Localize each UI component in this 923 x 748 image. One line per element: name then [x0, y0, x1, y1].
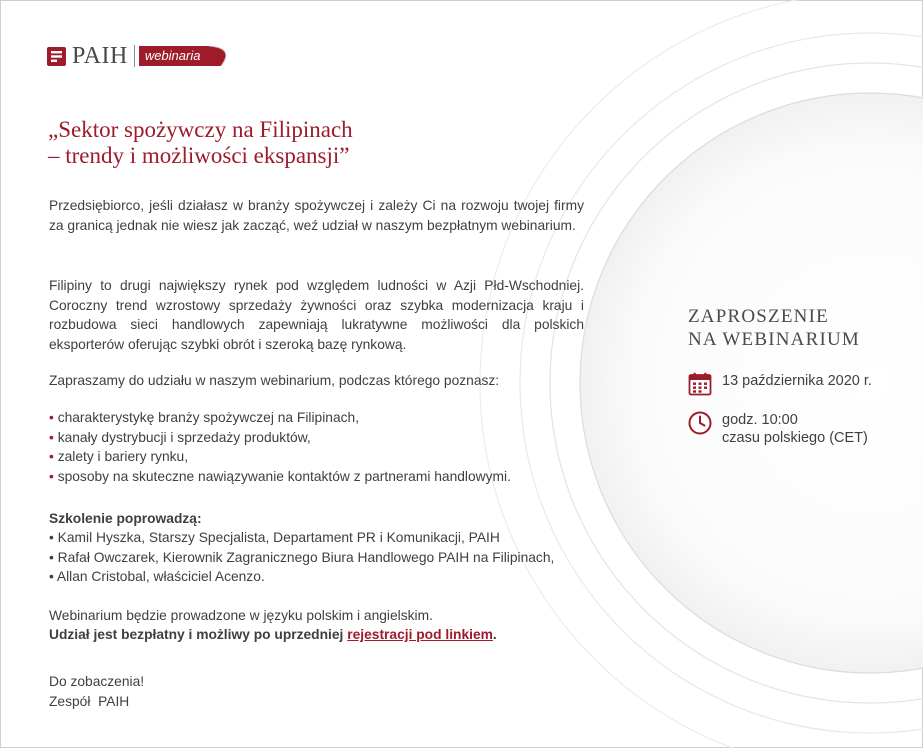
closing [49, 672, 144, 711]
title-line-2: – trendy i możliwości ekspansji” [48, 143, 350, 168]
closing-signature: Zespół PAIH [49, 693, 130, 709]
hosts-heading: Szkolenie poprowadzą: [49, 511, 202, 526]
list-item: • kanały dystrybucji i sprzedaży produktów, [49, 429, 311, 445]
webinaria-badge [139, 46, 235, 66]
free-participation: Udział jest bezpłatny i możliwy po uprzedniej rejestracji pod linkiem. [49, 627, 497, 642]
event-title [48, 117, 353, 169]
event-date [688, 372, 872, 396]
title-line-1: „Sektor spożywczy na Filipinach [48, 117, 353, 142]
hosts-list [49, 528, 554, 587]
closing-line-1: Do zobaczenia! [49, 674, 145, 689]
list-item: • charakterystykę branży spożywczej na Filipinach, [49, 410, 360, 425]
topics-list [49, 408, 511, 486]
event-date-text: 13 października 2020 r. [722, 373, 872, 389]
event-time-text [722, 411, 868, 447]
brand-name: PAIH [72, 43, 128, 69]
clock-icon [688, 411, 712, 435]
calendar-icon [688, 372, 712, 396]
invitation-line-2: NA WEBINARIUM [688, 329, 860, 350]
market-paragraph: Filipiny to drugi największy rynek pod względem ludności w Azji Płd-Wschodniej. Coroczny trend wzrostowy sprzedaży żywności oraz szybka modernizacja kraju i rozbudowa sieci handlowych zapewniają lukratywne możliwości dla polskich eksporterów oferując szybki obrót i szeroką bazę rynkową. [49, 278, 584, 352]
list-item: • Allan Cristobal, właściciel Acenzo. [49, 569, 265, 585]
invite-paragraph: Zapraszamy do udziału w naszym webinarium, podczas którego poznasz: [49, 373, 500, 388]
list-item: • Kamil Hyszka, Starszy Specjalista, Departament PR i Komunikacji, PAIH [49, 530, 500, 545]
webinaria-label: webinaria [144, 48, 201, 63]
list-item: • zalety i bariery rynku, [49, 449, 189, 465]
invitation-line-1: ZAPROSZENIE [688, 306, 829, 327]
event-time-zone: czasu polskiego (CET) [722, 430, 868, 446]
paih-logo [47, 43, 235, 69]
paih-logo-icon [47, 47, 66, 66]
registration-link[interactable]: rejestracji pod linkiem [347, 627, 493, 642]
invitation-heading [688, 305, 860, 351]
logo-separator [134, 45, 135, 67]
list-item: • sposoby na skuteczne nawiązywanie kontaktów z partnerami handlowymi. [49, 468, 511, 484]
event-time-hour: godz. 10:00 [722, 412, 798, 428]
intro-paragraph: Przedsiębiorco, jeśli działasz w branży spożywczej i zależy Ci na rozwoju twojej firmy za granicą jednak nie wiesz jak zacząć, weź udział w naszym bezpłatnym webinarium. [49, 198, 584, 233]
language-note: Webinarium będzie prowadzone w języku polskim i angielskim. [49, 608, 433, 623]
event-time [688, 411, 868, 447]
list-item: • Rafał Owczarek, Kierownik Zagranicznego Biura Handlowego PAIH na Filipinach, [49, 549, 555, 565]
